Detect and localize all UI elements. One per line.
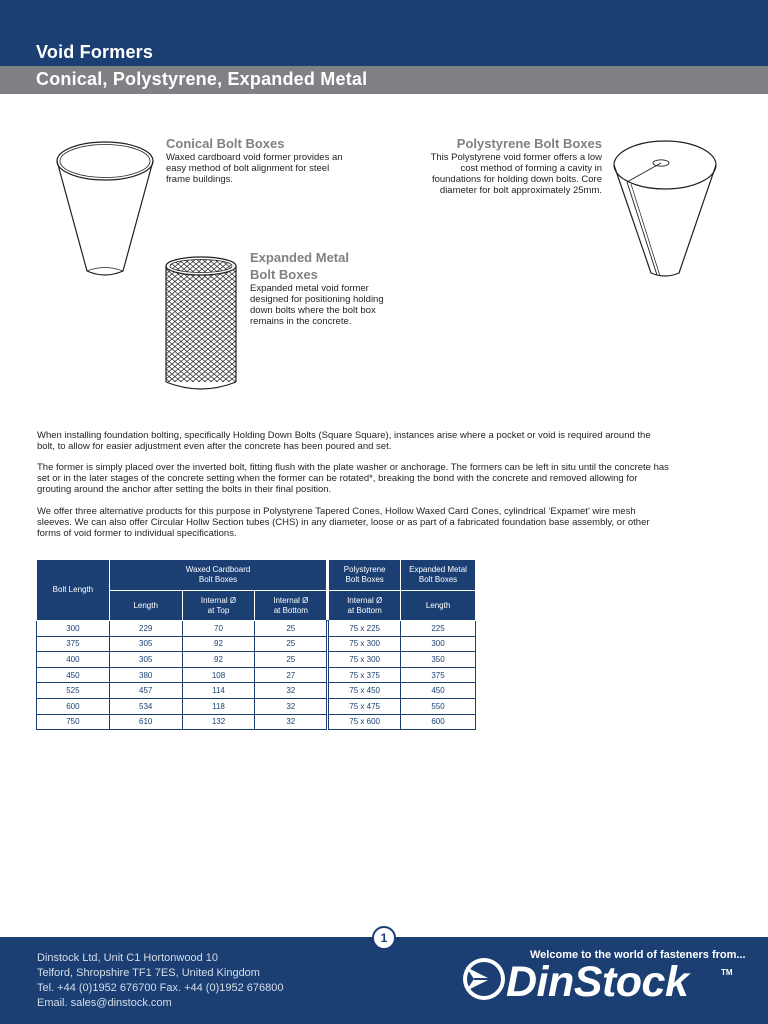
polystyrene-bolt-boxes-title: Polystyrene Bolt Boxes — [456, 136, 602, 151]
table-cell: 305 — [109, 652, 182, 668]
table-cell: 32 — [255, 683, 328, 699]
table-cell: 300 — [37, 621, 110, 637]
table-row — [37, 636, 476, 652]
table-cell: 375 — [37, 636, 110, 652]
table-cell: 600 — [401, 714, 476, 730]
table-row — [37, 652, 476, 668]
table-cell: 27 — [255, 667, 328, 683]
page-subtitle: Conical, Polystyrene, Expanded Metal — [36, 69, 368, 89]
table-cell: 75 x 475 — [328, 698, 401, 714]
poly-internal-bottom-header: Internal Ø at Bottom — [328, 591, 401, 621]
table-cell: 300 — [401, 636, 476, 652]
polystyrene-bolt-boxes-desc: This Polystyrene void former offers a low cost method of forming a cavity in foundations for holding down bolts. Core diameter for bolt approximately 25mm. — [430, 152, 602, 196]
company-phone-line: Tel. +44 (0)1952 676700 Fax. +44 (0)1952 676800 — [37, 982, 284, 994]
table-row — [37, 667, 476, 683]
conical-bolt-box-illustration — [52, 134, 158, 280]
table-cell: 25 — [255, 652, 328, 668]
table-cell: 229 — [109, 621, 182, 637]
polystyrene-header: Polystyrene Bolt Boxes — [328, 560, 401, 591]
table-cell: 32 — [255, 714, 328, 730]
conical-bolt-boxes-title: Conical Bolt Boxes — [166, 136, 285, 151]
table-cell: 75 x 225 — [328, 621, 401, 637]
waxed-internal-top-header: Internal Ø at Top — [182, 591, 255, 621]
table-cell: 375 — [401, 667, 476, 683]
table-cell: 118 — [182, 698, 255, 714]
table-row — [37, 621, 476, 637]
table-cell: 92 — [182, 652, 255, 668]
table-cell: 305 — [109, 636, 182, 652]
waxed-internal-bottom-header: Internal Ø at Bottom — [255, 591, 328, 621]
table-cell: 114 — [182, 683, 255, 699]
table-cell: 25 — [255, 636, 328, 652]
company-address-line: Telford, Shropshire TF1 7ES, United Kingdom — [37, 967, 260, 979]
table-row — [37, 683, 476, 699]
table-cell: 534 — [109, 698, 182, 714]
table-cell: 450 — [37, 667, 110, 683]
table-cell: 75 x 375 — [328, 667, 401, 683]
table-cell: 550 — [401, 698, 476, 714]
table-row — [37, 698, 476, 714]
page-number-badge: 1 — [372, 926, 396, 950]
table-cell: 600 — [37, 698, 110, 714]
page-title: Void Formers — [36, 42, 154, 62]
table-cell: 400 — [37, 652, 110, 668]
table-cell: 75 x 450 — [328, 683, 401, 699]
expanded-metal-bolt-box-illustration — [163, 254, 239, 394]
table-cell: 525 — [37, 683, 110, 699]
expanded-metal-bolt-boxes-title: Expanded Metal Bolt Boxes — [250, 250, 349, 282]
bolt-length-header: Bolt Length — [37, 560, 110, 621]
product-offer-paragraph: We offer three alternative products for this purpose in Polystyrene Tapered Cones, Hollow Waxed Card Cones, cylindrical ‘Expamet’ wire mesh sleeves. We can also offer Circular Hollw Section tubes (CHS) in any diameter, loose or as part of a fabricated foundation base assembly, or other forms of void former to individual specifications. — [37, 506, 650, 539]
conical-bolt-boxes-desc: Waxed cardboard void former provides an easy method of bolt alignment for steel frame buildings. — [166, 152, 343, 185]
former-usage-paragraph: The former is simply placed over the inverted bolt, fitting flush with the plate washer or anchorage. The formers can be left in situ until the concrete has set or in the later stages of the concrete setting when the former can be rotated*, breaking the bond with the concrete and removed allowing for grouting around the anchor after setting the bolts in their final position. — [37, 462, 669, 495]
trademark-mark: TM — [721, 968, 733, 977]
dinstock-logo-icon — [460, 955, 508, 1003]
bolt-box-spec-table — [36, 559, 476, 730]
table-cell: 225 — [401, 621, 476, 637]
table-cell: 75 x 300 — [328, 652, 401, 668]
expanded-metal-bolt-boxes-desc: Expanded metal void former designed for positioning holding down bolts where the bolt box remains in the concrete. — [250, 283, 384, 327]
table-cell: 610 — [109, 714, 182, 730]
polystyrene-bolt-box-illustration — [611, 136, 719, 280]
table-cell: 75 x 300 — [328, 636, 401, 652]
table-cell: 750 — [37, 714, 110, 730]
footer-tagline: Welcome to the world of fasteners from... — [530, 949, 746, 961]
table-cell: 350 — [401, 652, 476, 668]
expanded-length-header: Length — [401, 591, 476, 621]
table-cell: 457 — [109, 683, 182, 699]
table-cell: 132 — [182, 714, 255, 730]
table-cell: 92 — [182, 636, 255, 652]
company-email-line: Email. sales@dinstock.com — [37, 997, 172, 1009]
table-row — [37, 714, 476, 730]
table-cell: 450 — [401, 683, 476, 699]
intro-paragraph: When installing foundation bolting, specifically Holding Down Bolts (Square Square), instances arise where a pocket or void is required around the bolt, to allow for easier adjustment even after the concrete has been poured and set. — [37, 430, 651, 452]
waxed-cardboard-header: Waxed Cardboard Bolt Boxes — [109, 560, 327, 591]
table-cell: 32 — [255, 698, 328, 714]
company-address-line: Dinstock Ltd, Unit C1 Hortonwood 10 — [37, 952, 218, 964]
table-cell: 380 — [109, 667, 182, 683]
table-cell: 25 — [255, 621, 328, 637]
expanded-metal-header: Expanded Metal Bolt Boxes — [401, 560, 476, 591]
table-cell: 108 — [182, 667, 255, 683]
dinstock-logo: DinStock — [506, 958, 689, 1006]
waxed-length-header: Length — [109, 591, 182, 621]
table-cell: 75 x 600 — [328, 714, 401, 730]
table-cell: 70 — [182, 621, 255, 637]
